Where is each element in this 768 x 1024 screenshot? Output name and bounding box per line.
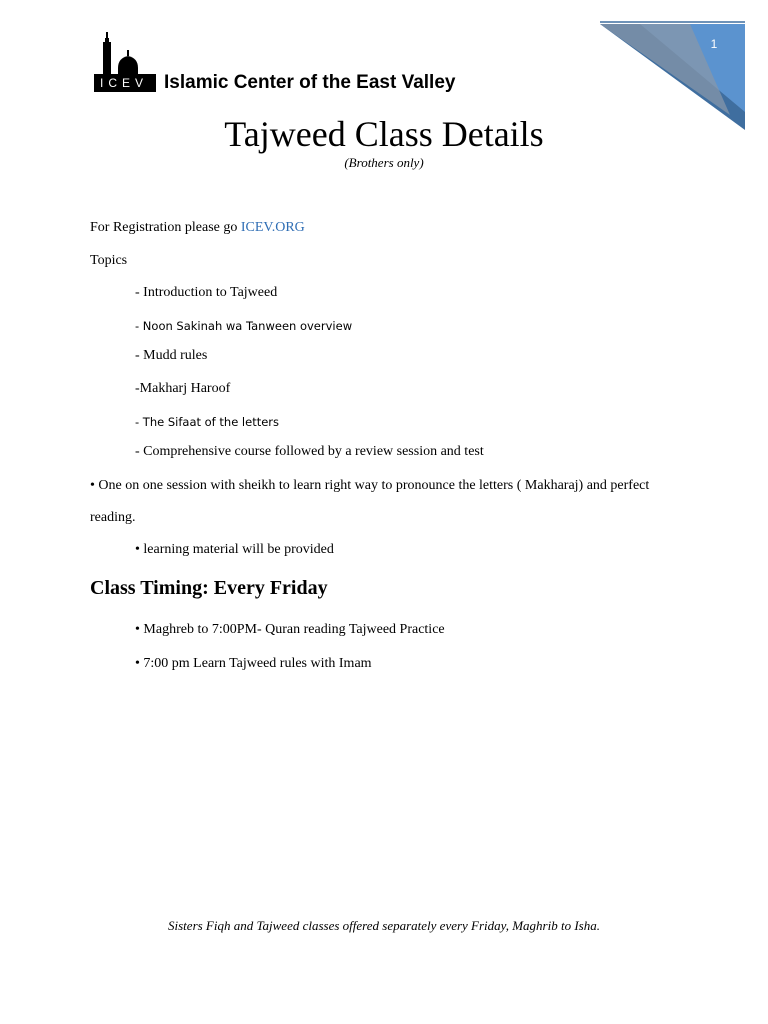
material-note: • learning material will be provided	[135, 542, 334, 557]
logo-text: ICEV	[99, 76, 148, 90]
schedule-item: • 7:00 pm Learn Tajweed rules with Imam	[135, 656, 372, 671]
session-note-line-2: reading.	[90, 510, 136, 525]
schedule-item: • Maghreb to 7:00PM- Quran reading Tajweed Practice	[135, 622, 445, 637]
registration-line	[90, 219, 305, 237]
topic-item: - Noon Sakinah wa Tanween overview	[135, 319, 353, 333]
page-title: Tajweed Class Details	[224, 114, 544, 154]
page-number: 1	[710, 37, 718, 51]
topic-item: - Comprehensive course followed by a review session and test	[135, 444, 484, 459]
page-subtitle: (Brothers only)	[344, 155, 424, 170]
topic-item: - Mudd rules	[135, 348, 208, 363]
registration-link[interactable]: ICEV.ORG	[240, 220, 305, 235]
class-timing-heading: Class Timing: Every Friday	[90, 577, 328, 599]
organization-name: Islamic Center of the East Valley	[164, 72, 456, 93]
topics-heading: Topics	[90, 253, 128, 268]
topic-item: - The Sifaat of the letters	[135, 415, 280, 429]
footer-note: Sisters Fiqh and Tajweed classes offered separately every Friday, Maghrib to Isha.	[168, 918, 600, 933]
topic-item: - Introduction to Tajweed	[135, 285, 278, 300]
session-note-line-1: • One on one session with sheikh to learn right way to pronounce the letters ( Makharaj) and perfect	[90, 478, 650, 493]
registration-text: For Registration please go	[90, 220, 238, 235]
topic-item: -Makharj Haroof	[135, 381, 231, 396]
